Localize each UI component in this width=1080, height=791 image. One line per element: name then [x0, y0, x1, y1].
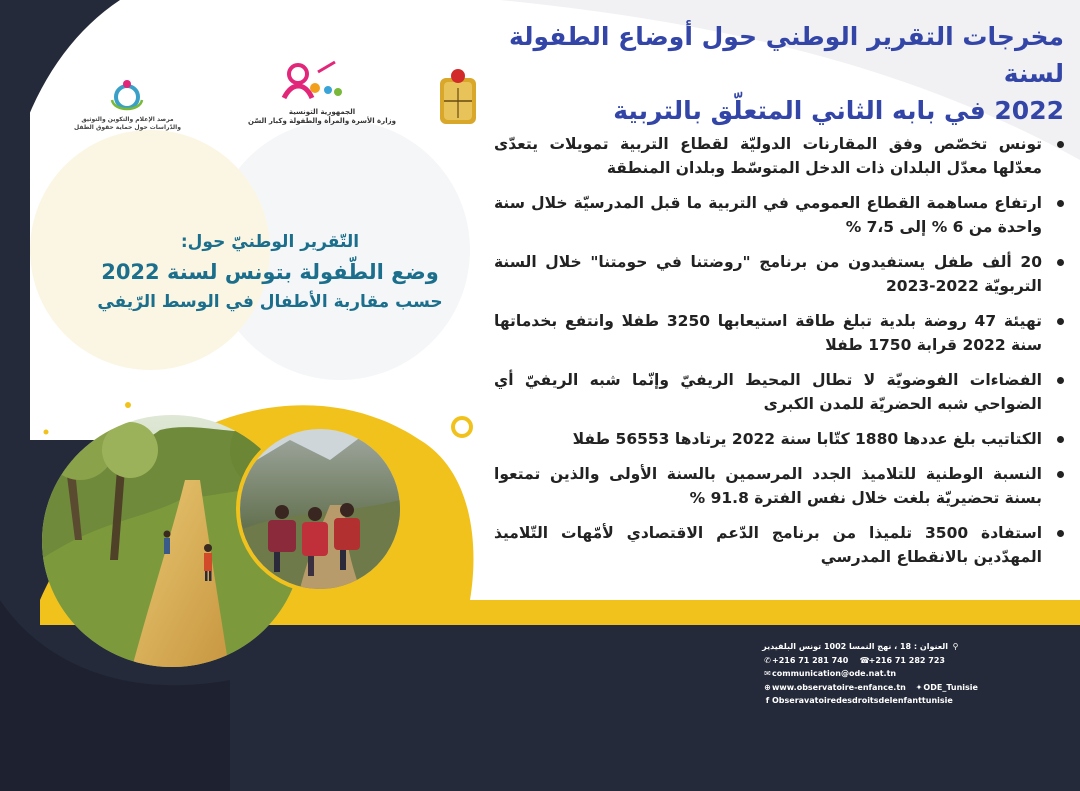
report-title-block	[85, 228, 455, 316]
bullet-dot-icon	[1057, 471, 1064, 478]
finding-item: تونس تخصّص وفق المقارنات الدوليّة لقطاع التربية تمويلات يتعدّى معدّلها معدّل البلدان ذات الدخل المتوسّط وبلدان المنطقة	[494, 132, 1068, 180]
website-link[interactable]: www.observatoire-enfance.tn	[772, 682, 906, 692]
finding-item: النسبة الوطنية للتلاميذ الجدد المرسمين بالسنة الأولى والذين تمتعوا بسنة تحضيريّة بلغت خلال نفس الفترة 91.8 %	[494, 462, 1068, 510]
fax-number: +216 71 282 723	[868, 655, 945, 665]
facebook-link[interactable]: Obseravatoiredesdroitsdelenfanttunisie	[772, 696, 953, 705]
ministry-caption-2: وزارة الأسرة والمرأة والطفولة وكبار السّن	[248, 117, 396, 125]
finding-item: ارتفاع مساهمة القطاع العمومي في التربية ما قبل المدرسيّة خلال سنة واحدة من 6 % إلى 7،5 %	[494, 191, 1068, 239]
email-icon: ✉	[764, 669, 771, 678]
bullet-dot-icon	[1057, 377, 1064, 384]
observatory-logo	[65, 116, 190, 132]
finding-item: تهيئة 47 روضة بلدية تبلغ طاقة استيعابها 3250 طفلا وانتفع بخدماتها سنة 2022 قرابة 1750 طفلا	[494, 309, 1068, 357]
finding-item: الفضاءات الفوضويّة لا تطال المحيط الريفيّ وإنّما شبه الريفيّ أي الضواحي شبه الحضريّة للمدن الكبرى	[494, 368, 1068, 416]
twitter-icon: ✦	[915, 682, 923, 692]
findings-list	[494, 132, 1068, 580]
bullet-dot-icon	[1057, 259, 1064, 266]
finding-item: استفادة 3500 تلميذا من برنامج الدّعم الاقتصادي لأمّهات التّلاميذ المهدّدين بالانقطاع المدرسي	[494, 521, 1068, 569]
phone-row	[760, 654, 960, 668]
phone-number: +216 71 281 740	[772, 655, 849, 665]
bullet-dot-icon	[1057, 200, 1064, 207]
bullet-dot-icon	[1057, 141, 1064, 148]
report-line-1: التّقرير الوطنيّ حول:	[180, 232, 360, 252]
observatory-caption-1: مرصد الإعلام والتكوين والتوثيق	[81, 116, 174, 123]
children-photo	[240, 429, 400, 589]
contact-block	[760, 640, 978, 708]
ministry-caption-1: الجمهورية التونسية	[288, 108, 356, 116]
facebook-icon: f	[765, 696, 770, 705]
phone-icon: ✆	[764, 655, 771, 665]
bullet-dot-icon	[1057, 318, 1064, 325]
finding-item: الكتاتيب بلغ عددها 1880 كتّابا سنة 2022 يرتادها 56553 طفلا	[494, 427, 1068, 451]
bullet-dot-icon	[1057, 436, 1064, 443]
fax-icon: ☎	[859, 655, 870, 665]
observatory-caption-2: والدّراسات حول حماية حقوق الطفل	[74, 124, 181, 131]
title-line-1: مخرجات التقرير الوطني حول أوضاع الطفولة لسنة	[508, 22, 1064, 88]
web-icon: ⊕	[764, 682, 771, 692]
location-icon: ⚲	[952, 642, 959, 651]
email-row	[760, 667, 960, 681]
twitter-link[interactable]: ODE_Tunisie	[923, 682, 978, 692]
page-title	[464, 18, 1064, 129]
report-line-3: حسب مقاربة الأطفال في الوسط الرّيفي	[97, 292, 443, 312]
ministry-logo	[232, 108, 412, 126]
address-row: ⚲العنوان : 18 ، نهج النمسا 1002 تونس البلفيدير	[760, 640, 960, 654]
facebook-row	[760, 694, 960, 708]
report-line-2: وضع الطّفولة بتونس لسنة 2022	[101, 260, 439, 284]
finding-item: 20 ألف طفل يستفيدون من برنامج "روضتنا في حومتنا" خلال السنة التربويّة 2022-2023	[494, 250, 1068, 298]
email-link[interactable]: communication@ode.nat.tn	[772, 669, 897, 678]
bullet-dot-icon	[1057, 530, 1064, 537]
web-row	[760, 681, 978, 695]
title-line-2: 2022 في بابه الثاني المتعلّق بالتربية	[613, 96, 1064, 125]
